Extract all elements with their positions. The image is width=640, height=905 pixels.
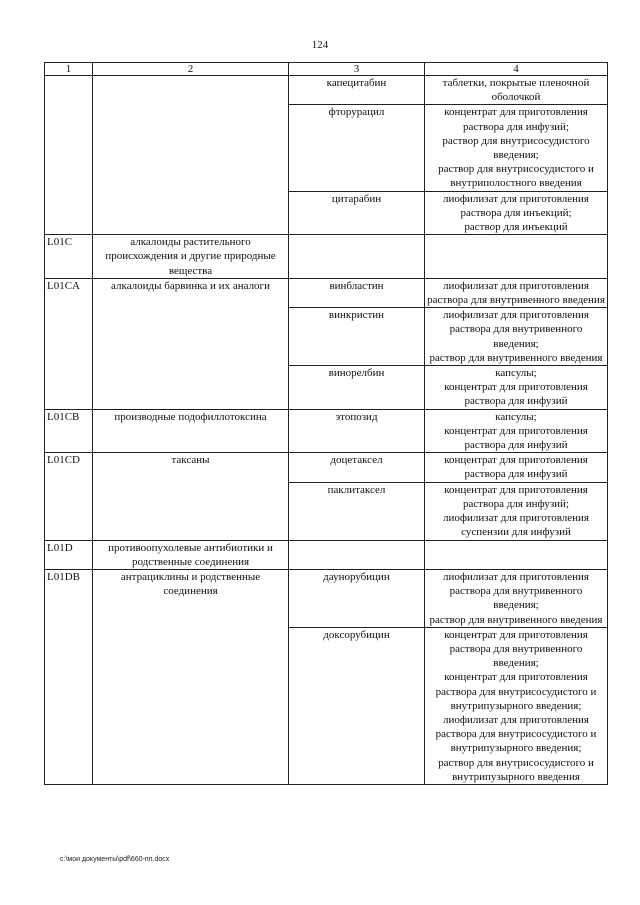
drug-name-cell: винкристин bbox=[289, 308, 425, 366]
dosage-form-line: раствор для внутрисосудистого и внутриполостного введения bbox=[438, 163, 594, 190]
table-row bbox=[45, 76, 608, 105]
atc-code-cell: L01CA bbox=[45, 278, 93, 409]
anatomical-group-cell: противоопухолевые антибиотики и родственные соединения bbox=[93, 540, 289, 569]
dosage-form-cell bbox=[425, 409, 608, 453]
dosage-form-line: лиофилизат для приготовления раствора для внутрисосудистого и внутрипузырного введения; bbox=[435, 713, 597, 755]
atc-code-cell: L01C bbox=[45, 235, 93, 279]
dosage-form-line: концентрат для приготовления раствора для внутрисосудистого и внутрипузырного введения; bbox=[435, 671, 597, 712]
drug-name-cell: винорелбин bbox=[289, 366, 425, 410]
anatomical-group-cell: таксаны bbox=[93, 453, 289, 540]
dosage-form-cell bbox=[425, 627, 608, 784]
anatomical-group-cell: алкалоиды барвинка и их аналоги bbox=[93, 278, 289, 409]
anatomical-group-cell: алкалоиды растительного происхождения и другие природные вещества bbox=[93, 235, 289, 279]
atc-code-cell bbox=[45, 76, 93, 235]
drug-name-cell: паклитаксел bbox=[289, 482, 425, 540]
table-row bbox=[45, 569, 608, 627]
dosage-form-cell bbox=[425, 308, 608, 366]
dosage-form-line: раствор для внутривенного введения bbox=[429, 613, 603, 626]
dosage-form-cell bbox=[425, 569, 608, 627]
dosage-form-cell bbox=[425, 540, 608, 569]
dosage-form-cell bbox=[425, 366, 608, 410]
atc-code-cell: L01D bbox=[45, 540, 93, 569]
dosage-form-line: капсулы; bbox=[495, 367, 537, 380]
dosage-form-line: концентрат для приготовления раствора для инфузий; bbox=[444, 106, 588, 133]
anatomical-group-cell bbox=[93, 76, 289, 235]
anatomical-group-cell: производные подофиллотоксина bbox=[93, 409, 289, 453]
dosage-form-line: раствор для внутрисосудистого введения; bbox=[442, 134, 590, 162]
footer-file-path: c:\мои документы\pdf\660-пп.docx bbox=[60, 856, 170, 863]
dosage-form-line: концентрат для приготовления раствора для инфузий; bbox=[444, 483, 588, 510]
drug-name-cell: фторурацил bbox=[289, 105, 425, 191]
dosage-form-line: концентрат для приготовления раствора для инфузий bbox=[444, 381, 588, 408]
anatomical-group-cell: антрациклины и родственные соединения bbox=[93, 569, 289, 784]
column-header: 1 bbox=[45, 63, 93, 76]
drug-name-cell: этопозид bbox=[289, 409, 425, 453]
column-header: 2 bbox=[93, 63, 289, 76]
dosage-form-line: капсулы; bbox=[495, 410, 537, 423]
dosage-form-line: раствор для внутрисосудистого и внутрипузырного введения bbox=[438, 756, 594, 783]
dosage-form-line: раствор для внутривенного введения bbox=[429, 351, 603, 364]
drug-name-cell bbox=[289, 235, 425, 279]
column-header: 4 bbox=[425, 63, 608, 76]
page-number: 124 bbox=[311, 39, 329, 51]
drug-name-cell: винбластин bbox=[289, 278, 425, 307]
column-header: 3 bbox=[289, 63, 425, 76]
table-row bbox=[45, 453, 608, 482]
dosage-form-cell bbox=[425, 278, 608, 307]
dosage-form-line: лиофилизат для приготовления раствора для внутривенного введения bbox=[427, 279, 605, 307]
dosage-form-line: концентрат для приготовления раствора для внутривенного введения; bbox=[444, 628, 588, 670]
dosage-form-line: лиофилизат для приготовления раствора для инъекций; bbox=[443, 192, 589, 219]
dosage-form-line: раствор для инъекций bbox=[464, 221, 568, 234]
table-row bbox=[45, 235, 608, 279]
drug-name-cell: доцетаксел bbox=[289, 453, 425, 482]
dosage-form-cell bbox=[425, 235, 608, 279]
table-row bbox=[45, 278, 608, 307]
drug-name-cell: доксорубицин bbox=[289, 627, 425, 784]
atc-code-cell: L01DB bbox=[45, 569, 93, 784]
dosage-form-line: таблетки, покрытые пленочной оболочкой bbox=[442, 77, 590, 104]
dosage-form-cell bbox=[425, 191, 608, 235]
dosage-form-line: лиофилизат для приготовления раствора для внутривенного введения; bbox=[443, 570, 589, 612]
dosage-form-line: лиофилизат для приготовления суспензии для инфузий bbox=[443, 512, 589, 539]
dosage-form-line: концентрат для приготовления раствора для инфузий bbox=[444, 424, 588, 452]
dosage-form-cell bbox=[425, 482, 608, 540]
drug-name-cell: даунорубицин bbox=[289, 569, 425, 627]
atc-code-cell: L01CB bbox=[45, 409, 93, 453]
drug-table-body bbox=[45, 63, 608, 785]
dosage-form-cell bbox=[425, 76, 608, 105]
table-row bbox=[45, 409, 608, 453]
header-row bbox=[45, 63, 608, 76]
dosage-form-cell bbox=[425, 453, 608, 482]
drug-name-cell: цитарабин bbox=[289, 191, 425, 235]
dosage-form-cell bbox=[425, 105, 608, 191]
drug-name-cell bbox=[289, 540, 425, 569]
table-row bbox=[45, 540, 608, 569]
dosage-form-line: лиофилизат для приготовления раствора для внутривенного введения; bbox=[443, 309, 589, 350]
drug-table bbox=[44, 62, 608, 785]
atc-code-cell: L01CD bbox=[45, 453, 93, 540]
dosage-form-line: концентрат для приготовления раствора для инфузий bbox=[444, 454, 588, 481]
drug-name-cell: капецитабин bbox=[289, 76, 425, 105]
